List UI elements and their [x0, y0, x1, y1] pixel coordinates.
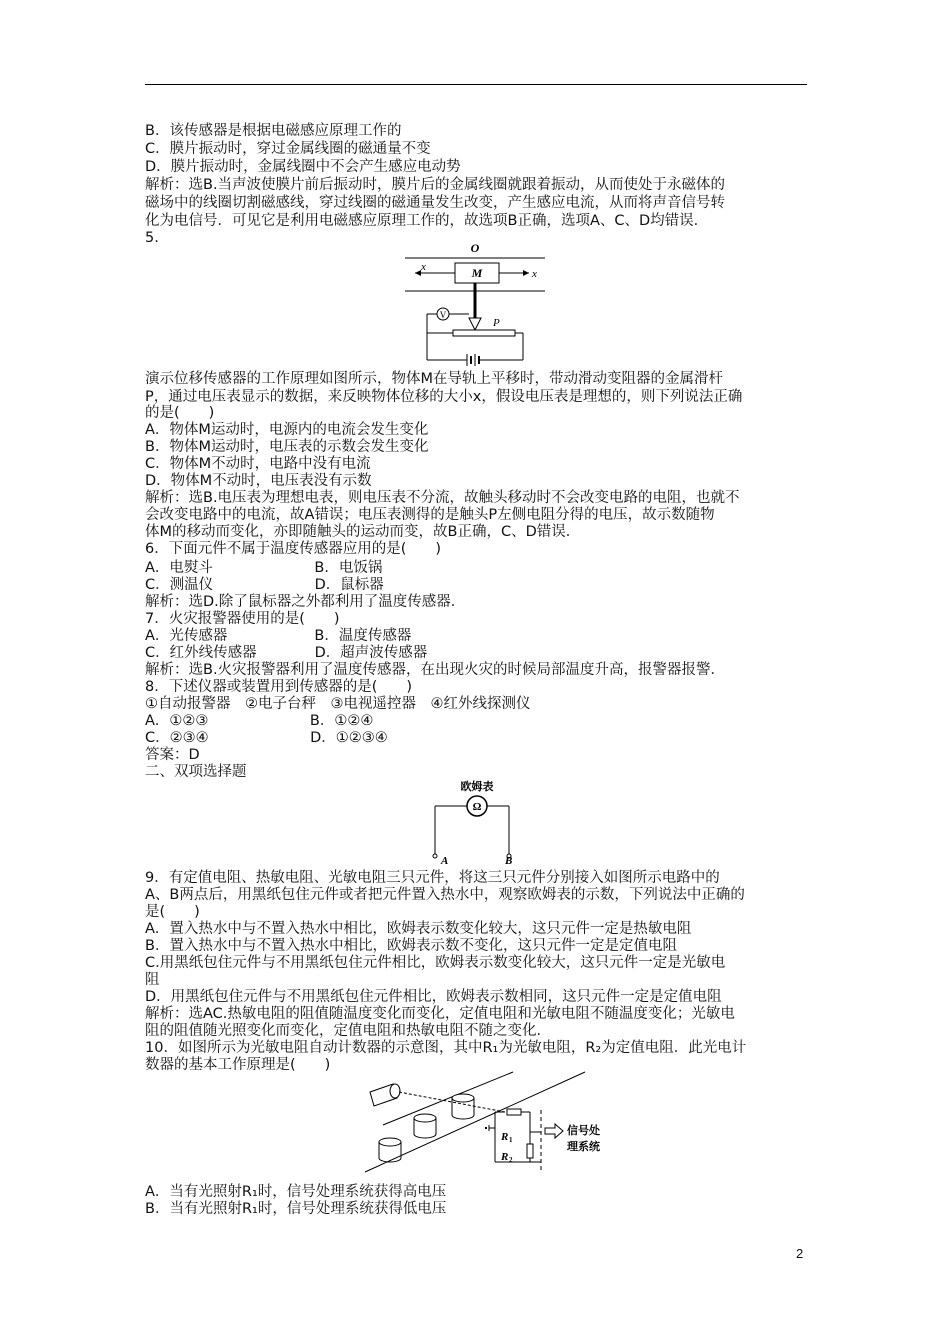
question-9-text: A、B两点后，用黑纸包住元件或者把元件置入热水中，观察欧姆表的示数，下列说法中正确的 [145, 887, 745, 903]
option-d-line: D．膜片振动时，金属线圈中不会产生感应电动势 [145, 159, 461, 175]
question-10-text: 10．如图所示为光敏电阻自动计数器的示意图，其中R₁为光敏电阻，R₂为定值电阻．此光电计 [145, 1040, 747, 1056]
question-9-text: 是( ) [145, 904, 200, 920]
label-r1: R [501, 1131, 509, 1143]
analysis-line: 磁场中的线圈切割磁感线，穿过线圈的磁通量发生改变，产生感应电流，从而将声音信号转 [145, 195, 725, 211]
label-m: M [471, 266, 483, 280]
displacement-sensor-figure [405, 238, 545, 368]
option-a-line: A．当有光照射R₁时，信号处理系统获得高电压 [145, 1184, 447, 1200]
terminal-b: B [505, 855, 513, 867]
option-d-line: D．物体M不动时，电压表没有示数 [145, 473, 372, 489]
option-b-line: B．置入热水中与不置入热水中相比，欧姆表示数不变化，这只元件一定是定值电阻 [145, 938, 677, 954]
question-8-text: 8．下述仪器或装置用到传感器的是( ) [145, 679, 413, 695]
option-c-line: 阻 [145, 972, 160, 988]
option-b-line: B．物体M运动时，电压表的示数会发生变化 [145, 439, 429, 455]
option-c-line: C．物体M不动时，电路中没有电流 [145, 456, 371, 472]
ohmmeter-title: 欧姆表 [460, 780, 494, 793]
analysis-line: 解析：选AC.热敏电阻的阻值随温度变化而变化，定值电阻和光敏电阻不随温度变化；光敏电 [145, 1006, 735, 1022]
label-o: O [470, 241, 480, 255]
label-p: P [493, 317, 500, 329]
option-a-line: A．物体M运动时，电源内的电流会发生变化 [145, 422, 429, 438]
voltmeter-label: V [439, 310, 447, 320]
label-r2-sub: 2 [509, 1156, 513, 1164]
option-b-line: B．当有光照射R₁时，信号处理系统获得低电压 [145, 1201, 447, 1217]
question-8-items: ①自动报警器 ②电子台秤 ③电视遥控器 ④红外线探测仪 [145, 696, 531, 712]
omega-symbol: Ω [472, 801, 482, 813]
analysis-line: 解析：选B.当声波使膜片前后振动时，膜片后的金属线圈就跟着振动，从而使处于永磁体的 [145, 177, 726, 193]
section-heading: 二、双项选择题 [145, 764, 247, 780]
options-line: C．测温仪 D．鼠标器 [145, 577, 384, 593]
terminal-a: A [441, 855, 449, 867]
question-9-text: 9．有定值电阻、热敏电阻、光敏电阻三只元件，将这三只元件分别接入如图所示电路中的 [145, 870, 720, 886]
analysis-line: 解析：选B.火灾报警器利用了温度传感器，在出现火灾的时候局部温度升高，报警器报警． [145, 662, 726, 678]
answer-line: 答案：D [145, 747, 200, 763]
question-5-text: 的是( ) [145, 405, 215, 421]
question-10-text: 数器的基本工作原理是( ) [145, 1057, 331, 1073]
label-r2: R [501, 1151, 509, 1163]
analysis-line: 会改变电路中的电流，故A错误；电压表测得的是触头P左侧电阻分得的电压，故示数随物 [145, 507, 715, 523]
analysis-line: 阻的阻值随光照变化而变化，定值电阻和热敏电阻不随之变化． [145, 1023, 551, 1039]
signal-system-label-2: 理系统 [567, 1140, 600, 1153]
option-d-line: D．用黑纸包住元件与不用黑纸包住元件相比，欧姆表示数相同，这只元件一定是定值电阻 [145, 989, 722, 1005]
header-rule [145, 84, 807, 85]
signal-system-label-1: 信号处 [567, 1124, 600, 1137]
options-line: A．光传感器 B．温度传感器 [145, 628, 412, 644]
analysis-line: 化为电信号．可见它是利用电磁感应原理工作的，故选项B正确，选项A、C、D均错误． [145, 213, 709, 229]
question-7-text: 7．火灾报警器使用的是( ) [145, 611, 340, 627]
option-a-line: A．置入热水中与不置入热水中相比，欧姆表示数变化较大，这只元件一定是热敏电阻 [145, 921, 692, 937]
option-c-line: C.用黑纸包住元件与不用黑纸包住元件相比，欧姆表示数变化较大，这只元件一定是光敏电 [145, 955, 726, 971]
options-line: A．①②③ B．①②④ [145, 713, 374, 729]
label-r1-sub: 1 [509, 1136, 513, 1144]
options-line: A．电熨斗 B．电饭锅 [145, 560, 383, 576]
page-number: 2 [796, 1246, 804, 1261]
option-b-line: B．该传感器是根据电磁感应原理工作的 [145, 123, 402, 139]
label-x-right: x [532, 268, 537, 280]
photo-counter-figure [355, 1070, 615, 1182]
options-line: C．红外线传感器 D．超声波传感器 [145, 645, 428, 661]
question-5-text: 演示位移传感器的工作原理如图所示，物体M在导轨上平移时，带动滑动变阻器的金属滑杆 [145, 371, 724, 387]
question-5-text: P，通过电压表显示的数据，来反映物体位移的大小x，假设电压表是理想的，则下列说法正确 [145, 389, 743, 405]
analysis-line: 体M的移动而变化，亦即随触头的运动而变，故B正确，C、D错误． [145, 524, 581, 540]
label-x-left: x [421, 261, 426, 273]
analysis-line: 解析：选D.除了鼠标器之外都利用了温度传感器． [145, 594, 466, 610]
question-number: 5. [145, 230, 159, 246]
ohmmeter-figure [425, 776, 525, 868]
analysis-line: 解析：选B.电压表为理想电表，则电压表不分流，故触头移动时不会改变电路的电阻，也就不 [145, 490, 740, 506]
question-6-text: 6．下面元件不属于温度传感器应用的是( ) [145, 541, 442, 557]
options-line: C．②③④ D．①②③④ [145, 730, 388, 746]
option-c-line: C．膜片振动时，穿过金属线圈的磁通量不变 [145, 141, 431, 157]
